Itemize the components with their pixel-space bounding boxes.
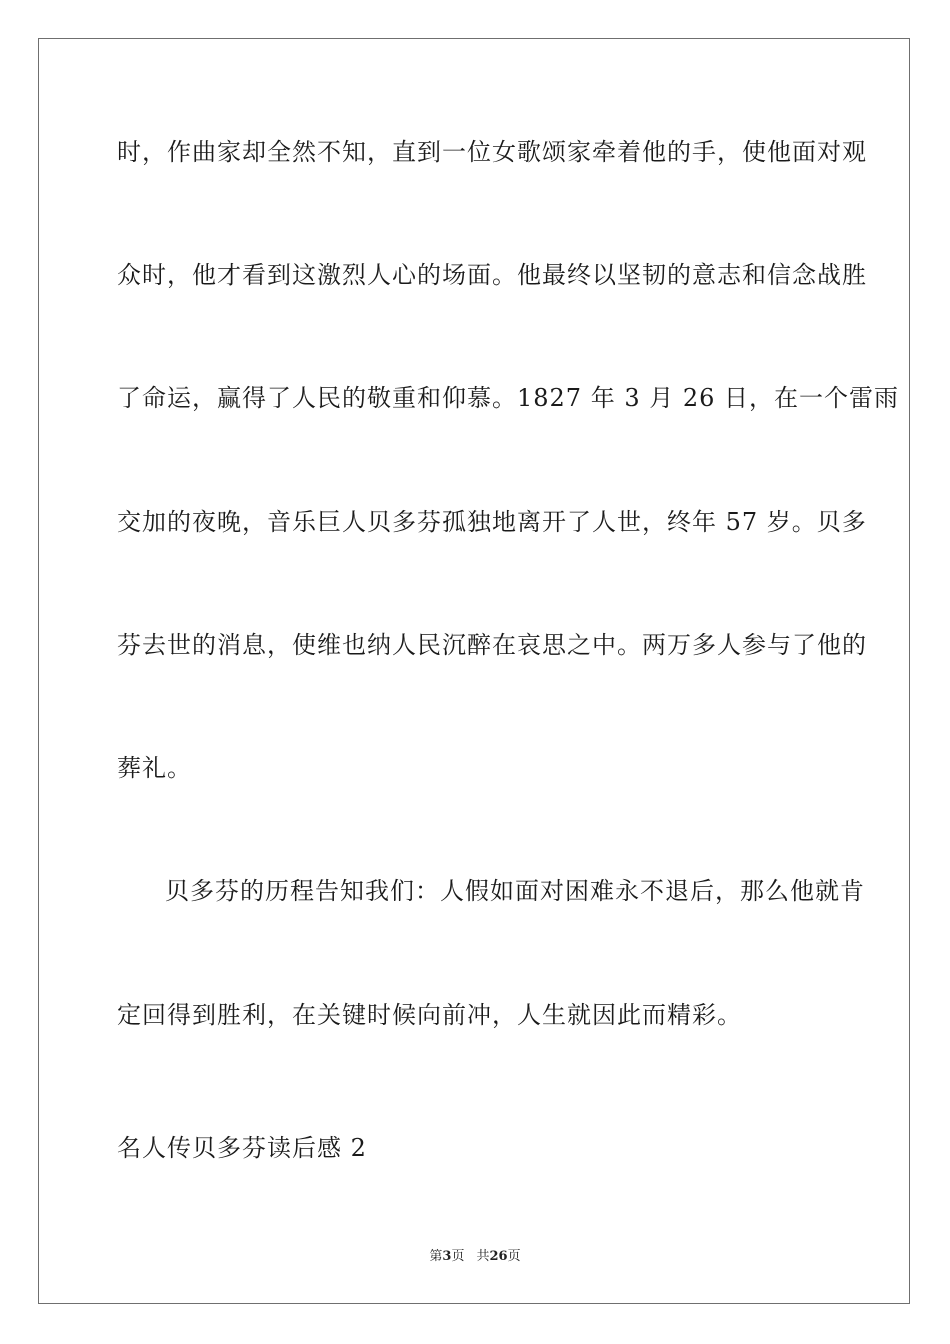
- body-line-3: 了命运，赢得了人民的敬重和仰慕。1827 年 3 月 26 日，在一个雷雨: [117, 384, 900, 412]
- page-footer: [0, 1248, 950, 1266]
- total-page-number: 26: [489, 1249, 508, 1264]
- paragraph-2-line-1: 贝多芬的历程告知我们：人假如面对困难永不退后，那么他就肯: [165, 877, 865, 905]
- page-border: [38, 38, 910, 1304]
- paragraph-2-line-2: 定回得到胜利，在关键时候向前冲，人生就因此而精彩。: [117, 1001, 742, 1029]
- total-suffix: 页: [507, 1249, 521, 1264]
- body-line-4: 交加的夜晚，音乐巨人贝多芬孤独地离开了人世，终年 57 岁。贝多: [117, 508, 867, 536]
- page-suffix: 页: [451, 1249, 465, 1264]
- body-line-1: 时，作曲家却全然不知，直到一位女歌颂家牵着他的手，使他面对观: [117, 138, 867, 166]
- body-line-2: 众时，他才看到这激烈人心的场面。他最终以坚韧的意志和信念战胜: [117, 261, 867, 289]
- page-prefix: 第: [429, 1249, 443, 1264]
- total-prefix: 共: [476, 1249, 490, 1264]
- current-page-number: 3: [442, 1249, 452, 1264]
- body-line-6: 葬礼。: [117, 754, 192, 782]
- body-line-5: 芬去世的消息，使维也纳人民沉醉在哀思之中。两万多人参与了他的: [117, 631, 867, 659]
- section-heading: 名人传贝多芬读后感 2: [117, 1134, 367, 1162]
